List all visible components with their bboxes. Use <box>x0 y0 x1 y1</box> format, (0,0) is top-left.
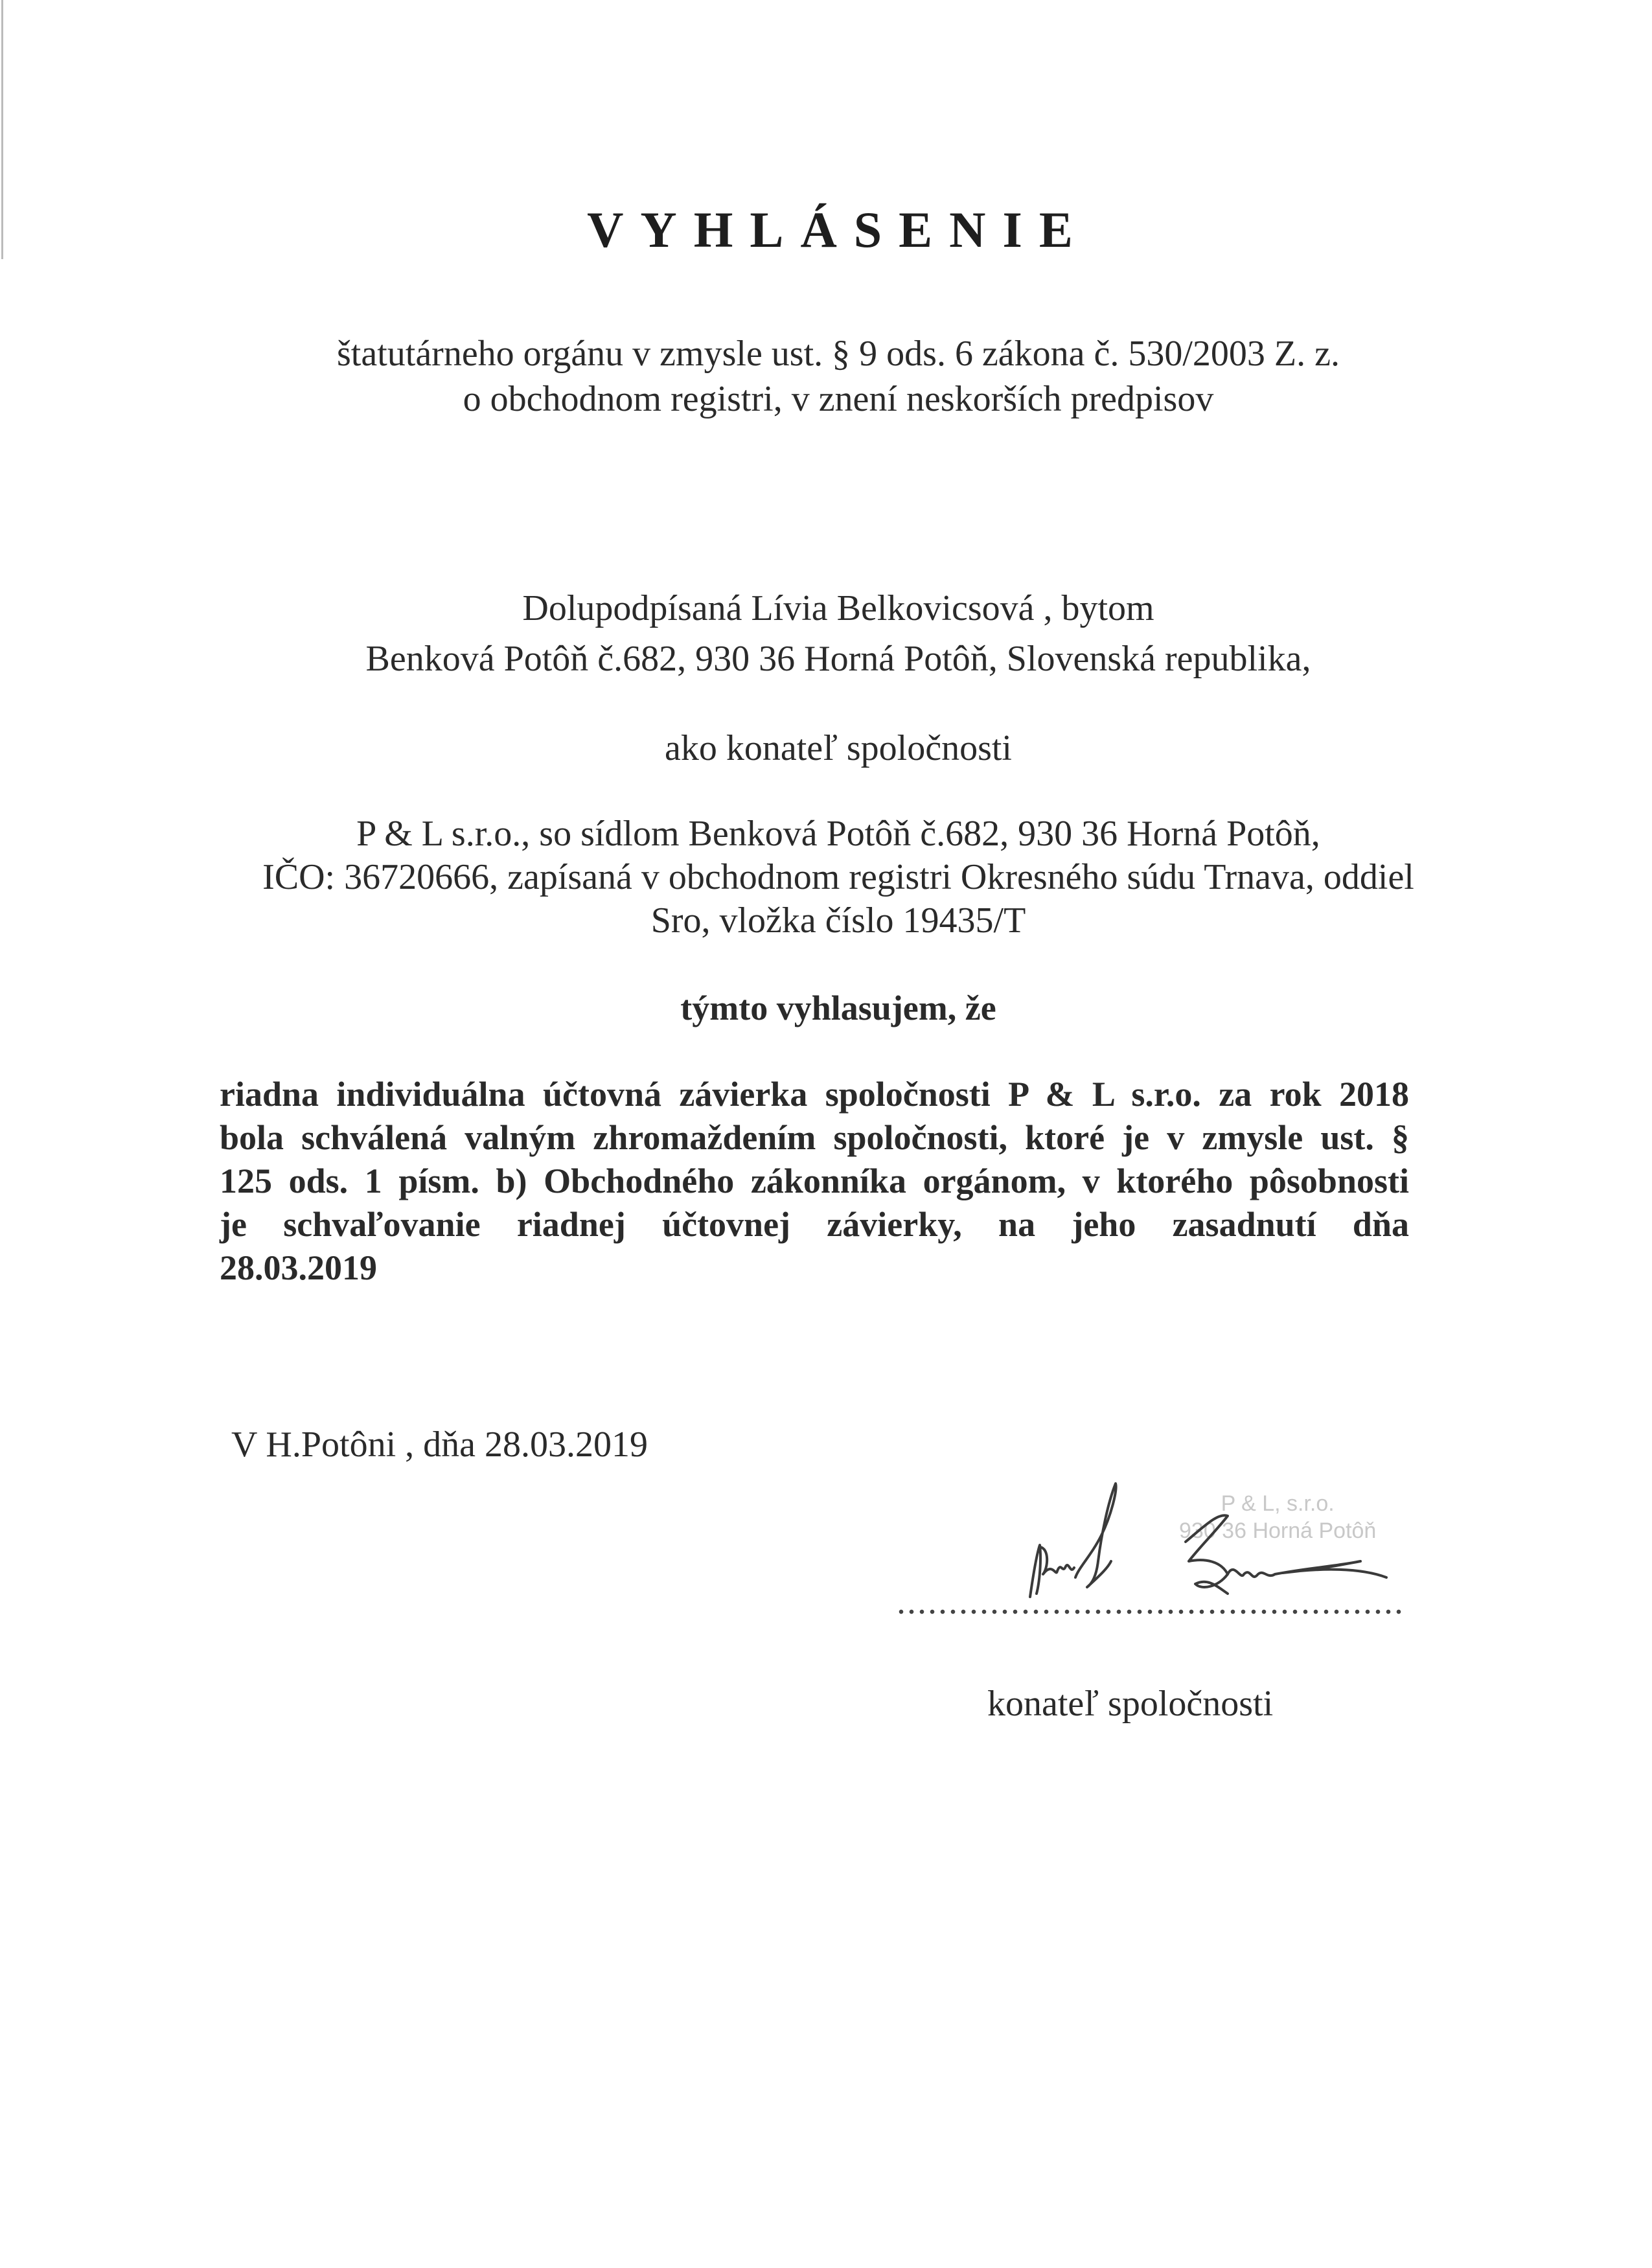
document-title: VYHLÁSENIE <box>587 201 1090 258</box>
signature-line <box>896 1608 1404 1616</box>
company-line-3: Sro, vložka číslo 19435/T <box>650 900 1026 941</box>
signatory-line-1: Dolupodpísaná Lívia Belkovicsová , bytom <box>522 588 1154 628</box>
role-intro: ako konateľ spoločnosti <box>665 728 1012 768</box>
statement-line: je schvaľovanie riadnej účtovnej závierky, na jeho zasadnutí dňa <box>220 1205 1409 1244</box>
statement-line: 28.03.2019 <box>220 1248 377 1287</box>
place-and-date: V H.Potôni , dňa 28.03.2019 <box>231 1425 648 1465</box>
statement-line: bola schválená valným zhromaždením spoločnosti, ktoré je v zmysle ust. § <box>220 1118 1409 1157</box>
company-stamp: P & L, s.r.o. 930 36 Horná Potôň <box>1179 1491 1377 1543</box>
statement-line: 125 ods. 1 písm. b) Obchodného zákonníka orgánom, v ktorého pôsobnosti <box>220 1162 1409 1200</box>
subtitle-line-2: o obchodnom registri, v znení neskorších predpisov <box>463 379 1214 419</box>
declaration-heading: týmto vyhlasujem, že <box>680 989 996 1027</box>
handwritten-signature <box>972 1464 1490 1632</box>
statement-line: riadna individuálna účtovná závierka spoločnosti P & L s.r.o. za rok 2018 <box>220 1075 1409 1114</box>
company-line-2: IČO: 36720666, zapísaná v obchodnom registri Okresného súdu Trnava, oddiel <box>262 857 1414 897</box>
signatory-line-2: Benková Potôň č.682, 930 36 Horná Potôň, Slovenská republika, <box>365 639 1311 679</box>
signature-role: konateľ spoločnosti <box>987 1684 1274 1724</box>
subtitle-line-1: štatutárneho orgánu v zmysle ust. § 9 ods. 6 zákona č. 530/2003 Z. z. <box>337 334 1340 374</box>
company-line-1: P & L s.r.o., so sídlom Benková Potôň č.682, 930 36 Horná Potôň, <box>356 814 1320 854</box>
